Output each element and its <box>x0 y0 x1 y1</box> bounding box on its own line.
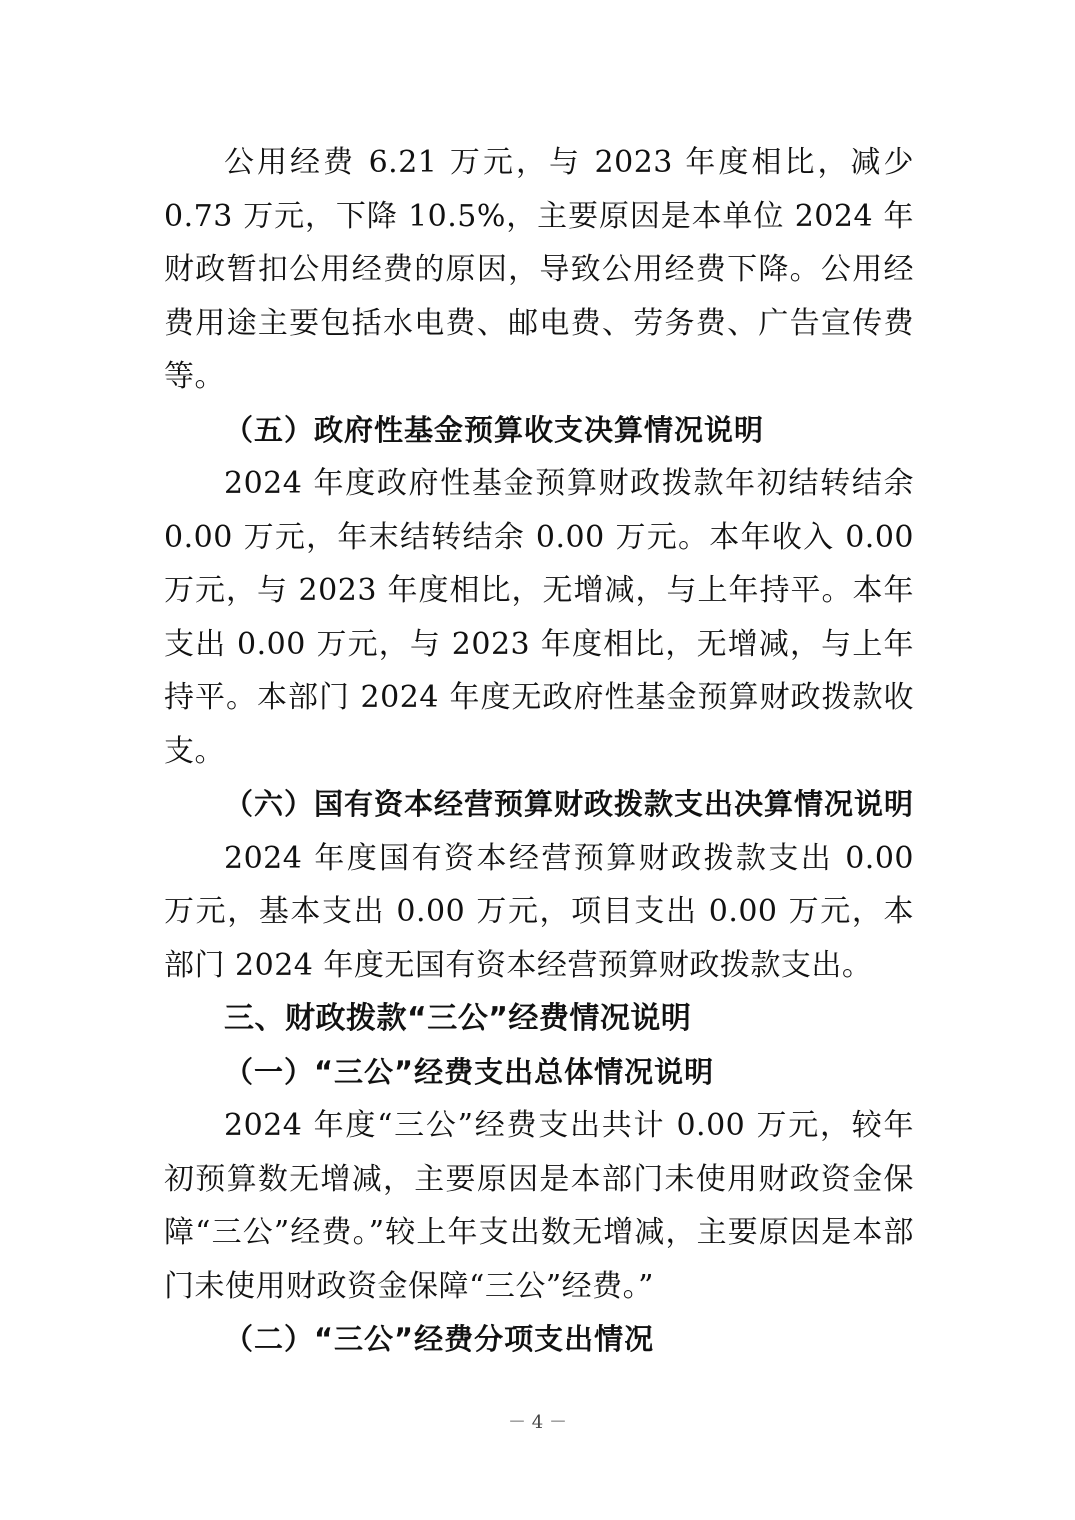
heading-state-capital-budget: （六）国有资本经营预算财政拨款支出决算情况说明 <box>224 787 915 821</box>
section-heading-three-public: 三、财政拨款“三公”经费情况说明 <box>224 1001 692 1036</box>
paragraph-public-expenses: 公用经费 6.21 万元，与 2023 年度相比，减少 0.73 万元，下降 10.5%，主要原因是本单位 2024 年财政暂扣公用经费的原因，导致公用经费下降。公用经费用途主要包括水电费、邮电费、劳务费、广告宣传费等。 <box>164 145 914 394</box>
paragraph-three-public-overall: 2024 年度“三公”经费支出共计 0.00 万元，较年初预算数无增减，主要原因是本部门未使用财政资金保障“三公”经费。”较上年支出数无增减，主要原因是本部门未使用财政资金保障“三公”经费。” <box>164 1108 914 1304</box>
heading-three-public-itemized: （二）“三公”经费分项支出情况 <box>224 1322 655 1356</box>
paragraph-state-capital-budget: 2024 年度国有资本经营预算财政拨款支出 0.00 万元，基本支出 0.00 万元，项目支出 0.00 万元，本部门 2024 年度无国有资本经营预算财政拨款支出。 <box>164 840 914 983</box>
document-body <box>164 136 914 1367</box>
heading-three-public-overall: （一）“三公”经费支出总体情况说明 <box>224 1054 715 1089</box>
heading-government-fund-budget: （五）政府性基金预算收支决算情况说明 <box>224 412 765 447</box>
paragraph-government-fund-budget: 2024 年度政府性基金预算财政拨款年初结转结余 0.00 万元，年末结转结余 0.00 万元。本年收入 0.00 万元，与 2023 年度相比，无增减，与上年持平。本年支出 0.00 万元，与 2023 年度相比，无增减，与上年持平。本部门 2024 年度无政府性基金预算财政拨款收支。 <box>164 466 914 769</box>
page-number: － 4 － <box>508 1412 567 1433</box>
